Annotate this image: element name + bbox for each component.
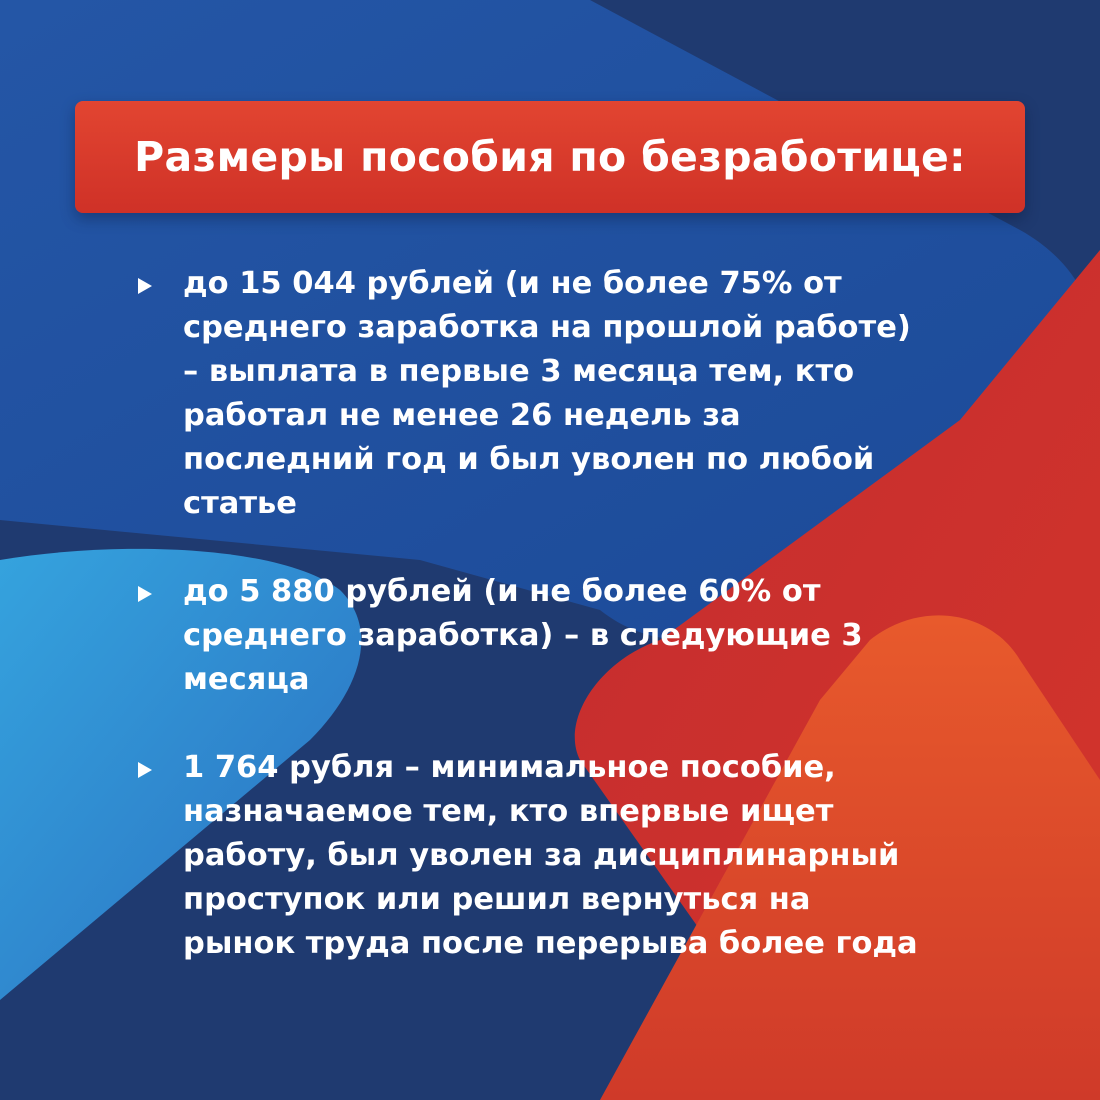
list-item — [138, 262, 1038, 526]
text-line: среднего заработка на прошлой работе) — [183, 310, 911, 345]
text-line: работал не менее 26 недель за — [183, 398, 741, 433]
triangle-right-icon — [138, 278, 152, 294]
title-banner — [75, 101, 1025, 213]
list-item-text — [183, 746, 1023, 966]
text-line: месяца — [183, 662, 310, 697]
text-line: проступок или решил вернуться на — [183, 882, 811, 917]
text-line: рынок труда после перерыва более года — [183, 926, 918, 961]
text-line: последний год и был уволен по любой — [183, 442, 875, 477]
triangle-right-icon — [138, 762, 152, 778]
text-line: статье — [183, 486, 297, 521]
text-line: до 15 044 рублей (и не более 75% от — [183, 266, 842, 301]
list-item — [138, 746, 1038, 966]
text-line: среднего заработка) – в следующие 3 — [183, 618, 863, 653]
text-line: 1 764 рубля – минимальное пособие, — [183, 750, 836, 785]
triangle-right-icon — [138, 586, 152, 602]
list-item-text — [183, 570, 1023, 702]
text-line: назначаемое тем, кто впервые ищет — [183, 794, 834, 829]
list-item — [138, 570, 1038, 702]
text-line: – выплата в первые 3 месяца тем, кто — [183, 354, 855, 389]
page-title: Размеры пособия по безработице: — [134, 133, 966, 181]
text-line: работу, был уволен за дисциплинарный — [183, 838, 900, 873]
text-line: до 5 880 рублей (и не более 60% от — [183, 574, 821, 609]
list-item-text — [183, 262, 1023, 526]
